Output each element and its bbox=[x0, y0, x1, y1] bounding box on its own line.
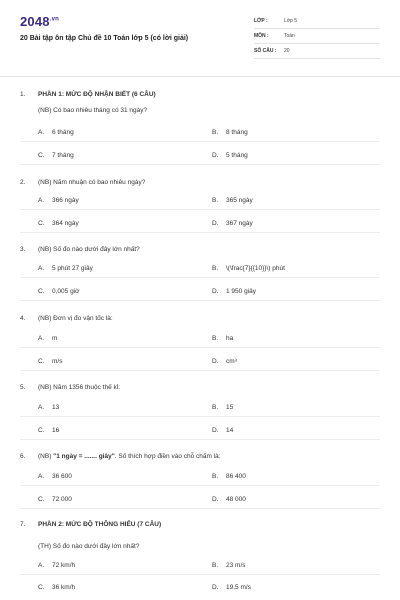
option-divider bbox=[20, 141, 380, 142]
question-number: 2. bbox=[20, 179, 26, 186]
question-text-prefix: (NB) bbox=[38, 453, 54, 460]
option-divider bbox=[20, 370, 380, 371]
option-text: 364 ngày bbox=[52, 220, 79, 227]
meta-grade-label: LỚP : bbox=[254, 18, 268, 24]
option-key: A. bbox=[38, 197, 45, 204]
option-key: B. bbox=[212, 335, 219, 342]
option-text: 366 ngày bbox=[52, 197, 79, 204]
option-key: A. bbox=[38, 562, 45, 569]
option-text: 19,5 m/s bbox=[226, 584, 251, 591]
option-a[interactable] bbox=[38, 562, 75, 569]
question-text: (NB) Đơn vị đo vận tốc là: bbox=[38, 315, 113, 322]
meta-grade-row bbox=[254, 14, 380, 29]
option-text: 36 km/h bbox=[52, 584, 76, 591]
document-header bbox=[0, 0, 400, 80]
option-divider bbox=[20, 508, 380, 509]
option-text: 8 tháng bbox=[226, 129, 248, 136]
question-number: 7. bbox=[20, 521, 26, 528]
question-number: 4. bbox=[20, 315, 26, 322]
option-divider bbox=[20, 485, 380, 486]
option-key: B. bbox=[212, 562, 219, 569]
meta-subject-row bbox=[254, 29, 380, 44]
question-number: 6. bbox=[20, 453, 26, 460]
option-a[interactable] bbox=[38, 129, 74, 136]
question-text-suffix: . Số thích hợp điền vào chỗ chấm là: bbox=[114, 453, 221, 460]
option-c[interactable] bbox=[38, 358, 62, 365]
option-text: 0,005 giờ bbox=[52, 288, 80, 295]
option-text: 23 m/s bbox=[226, 562, 246, 569]
section-title: PHẦN 1: MỨC ĐỘ NHẬN BIẾT (6 CÂU) bbox=[38, 91, 156, 98]
option-key: A. bbox=[38, 129, 45, 136]
option-key: C. bbox=[38, 152, 45, 159]
option-c[interactable] bbox=[38, 496, 72, 503]
option-key: D. bbox=[212, 496, 219, 503]
option-b[interactable] bbox=[212, 335, 233, 342]
option-text: 5 phút 27 giây bbox=[52, 265, 93, 272]
option-text: 72 km/h bbox=[52, 562, 76, 569]
option-text: m/s bbox=[52, 358, 63, 365]
option-key: B. bbox=[212, 404, 219, 411]
option-text: m bbox=[52, 335, 58, 342]
option-text: \(\frac{7}{{10}}\) phút bbox=[226, 265, 285, 272]
question-text bbox=[38, 453, 221, 460]
question-number: 5. bbox=[20, 384, 26, 391]
option-key: B. bbox=[212, 129, 219, 136]
option-key: B. bbox=[212, 197, 219, 204]
option-key: B. bbox=[212, 473, 219, 480]
option-c[interactable] bbox=[38, 220, 79, 227]
option-key: A. bbox=[38, 404, 45, 411]
question-number: 3. bbox=[20, 246, 26, 253]
option-b[interactable] bbox=[212, 473, 246, 480]
question-text-emphasis: "1 ngày = ....... giây" bbox=[53, 453, 115, 460]
option-text: ha bbox=[226, 335, 234, 342]
option-divider bbox=[20, 164, 380, 165]
option-b[interactable] bbox=[212, 265, 285, 272]
option-divider bbox=[20, 300, 380, 301]
option-text: cm³ bbox=[226, 358, 237, 365]
question-text: (TH) Số đo nào dưới đây lớn nhất? bbox=[38, 543, 140, 550]
option-key: C. bbox=[38, 496, 45, 503]
question-text: (NB) Năm nhuận có bao nhiêu ngày? bbox=[38, 179, 146, 186]
option-text: 13 bbox=[52, 404, 60, 411]
option-key: C. bbox=[38, 584, 45, 591]
option-b[interactable] bbox=[212, 129, 248, 136]
option-c[interactable] bbox=[38, 427, 59, 434]
option-b[interactable] bbox=[212, 197, 253, 204]
logo-suffix: .vn bbox=[49, 16, 60, 23]
option-divider bbox=[20, 277, 380, 278]
option-d[interactable] bbox=[212, 496, 246, 503]
option-key: D. bbox=[212, 358, 219, 365]
option-text: 14 bbox=[226, 427, 234, 434]
option-divider bbox=[20, 209, 380, 210]
option-key: A. bbox=[38, 265, 45, 272]
option-d[interactable] bbox=[212, 152, 248, 159]
option-text: 36 600 bbox=[52, 473, 72, 480]
option-text: 367 ngày bbox=[226, 220, 253, 227]
option-a[interactable] bbox=[38, 335, 57, 342]
option-d[interactable] bbox=[212, 427, 233, 434]
document-title: 20 Bài tập ôn tập Chủ đề 10 Toán lớp 5 (có lời giải) bbox=[20, 35, 189, 42]
option-d[interactable] bbox=[212, 584, 251, 591]
option-key: C. bbox=[38, 288, 45, 295]
logo-text: 2048 bbox=[20, 14, 50, 29]
option-divider bbox=[20, 439, 380, 440]
option-text: 72 000 bbox=[52, 496, 72, 503]
section-title: PHẦN 2: MỨC ĐỘ THÔNG HIỂU (7 CÂU) bbox=[38, 521, 162, 528]
option-divider bbox=[20, 347, 380, 348]
question-text: (NB) Số đo nào dưới đây lớn nhất? bbox=[38, 246, 140, 253]
option-divider bbox=[20, 574, 380, 575]
option-text: 6 tháng bbox=[52, 129, 74, 136]
question-text: (NB) Có bao nhiêu tháng có 31 ngày? bbox=[38, 107, 148, 114]
meta-subject-value: Toán bbox=[284, 33, 295, 39]
meta-subject-label: MÔN : bbox=[254, 33, 269, 39]
option-a[interactable] bbox=[38, 473, 72, 480]
site-logo[interactable] bbox=[20, 14, 59, 29]
option-c[interactable] bbox=[38, 584, 75, 591]
option-c[interactable] bbox=[38, 288, 79, 295]
meta-count-row bbox=[254, 44, 380, 59]
option-b[interactable] bbox=[212, 404, 233, 411]
option-text: 1 950 giây bbox=[226, 288, 256, 295]
option-key: B. bbox=[212, 265, 219, 272]
option-a[interactable] bbox=[38, 265, 93, 272]
option-text: 48 000 bbox=[226, 496, 246, 503]
option-text: 365 ngày bbox=[226, 197, 253, 204]
meta-count-label: SỐ CÂU : bbox=[254, 48, 277, 54]
option-key: D. bbox=[212, 152, 219, 159]
option-divider bbox=[20, 416, 380, 417]
question-number: 1. bbox=[20, 91, 26, 98]
option-key: D. bbox=[212, 584, 219, 591]
meta-grade-value: Lớp 5 bbox=[284, 18, 298, 24]
option-key: D. bbox=[212, 288, 219, 295]
option-divider bbox=[20, 232, 380, 233]
option-d[interactable] bbox=[212, 358, 237, 365]
option-text: 86 400 bbox=[226, 473, 246, 480]
option-key: C. bbox=[38, 427, 45, 434]
option-key: D. bbox=[212, 220, 219, 227]
option-c[interactable] bbox=[38, 152, 74, 159]
option-key: A. bbox=[38, 473, 45, 480]
option-text: 15 bbox=[226, 404, 234, 411]
option-key: C. bbox=[38, 358, 45, 365]
option-key: D. bbox=[212, 427, 219, 434]
question-text: (NB) Năm 1356 thuộc thế kỉ: bbox=[38, 384, 121, 391]
meta-count-value: 20 bbox=[284, 48, 290, 54]
option-b[interactable] bbox=[212, 562, 246, 569]
option-a[interactable] bbox=[38, 197, 79, 204]
option-key: A. bbox=[38, 335, 45, 342]
option-d[interactable] bbox=[212, 220, 253, 227]
header-separator bbox=[0, 76, 400, 77]
option-text: 16 bbox=[52, 427, 60, 434]
option-a[interactable] bbox=[38, 404, 59, 411]
option-d[interactable] bbox=[212, 288, 256, 295]
option-key: C. bbox=[38, 220, 45, 227]
option-text: 5 tháng bbox=[226, 152, 248, 159]
option-text: 7 tháng bbox=[52, 152, 74, 159]
